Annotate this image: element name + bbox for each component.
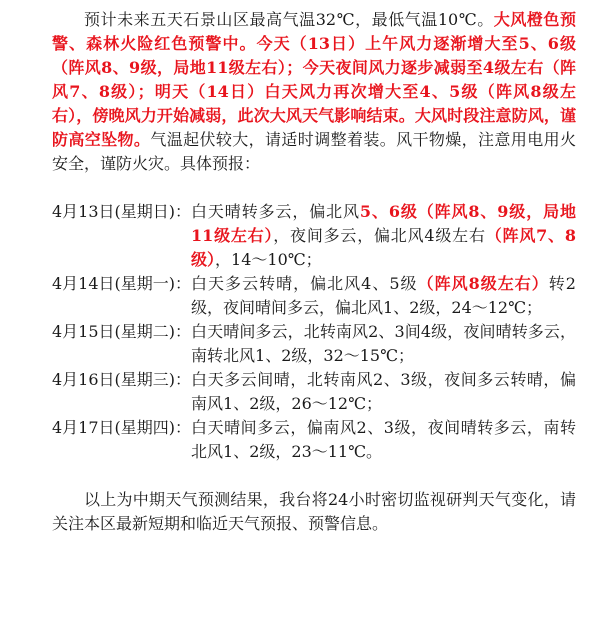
intro-temperature-text: 预计未来五天石景山区最高气温32℃，最低气温10℃。 <box>84 10 494 29</box>
forecast-day-2-wind-red: （阵风8级左右） <box>417 274 549 293</box>
forecast-day-1-desc <box>191 200 576 272</box>
weather-forecast-document <box>52 8 576 536</box>
forecast-day-1-date: 4月13日(星期日)： <box>52 202 192 221</box>
forecast-day-2-date: 4月14日(星期一)： <box>52 274 192 293</box>
forecast-day-1-wind-red-a: 5、6级（阵风8、9级，局地11级左右） <box>191 202 576 245</box>
forecast-day-1-text-a: 白天晴转多云，偏北风 <box>191 202 360 221</box>
wind-warning-text: 大风橙色预警、森林火险红色预警中。今天（13日）上午风力逐渐增大至5、6级（阵风8、9级，局地11级左右）；今天夜间风力逐步减弱至4级左右（阵风7、8级）；明天（14日）白天风力再次增大至4、5级（阵风8级左右），傍晚风力开始减弱，此次大风天气影响结束。大风时段注意防风，谨防高空坠物。 <box>52 10 576 149</box>
forecast-day-2-desc <box>191 272 576 320</box>
closing-paragraph: 以上为中期天气预测结果，我台将24小时密切监视研判天气变化，请关注本区最新短期和临近天气预报、预警信息。 <box>52 490 576 533</box>
forecast-day-4-desc: 白天多云间晴，北转南风2、3级，夜间多云转晴，偏南风1、2级，26～12℃； <box>191 370 576 413</box>
forecast-day-5-desc: 白天晴间多云，偏南风2、3级，夜间晴转多云，南转北风1、2级，23～11℃。 <box>191 418 576 461</box>
forecast-day-2-text-b: 转2级，夜间晴间多云，偏北风1、2级，24～12℃； <box>191 274 576 317</box>
forecast-day-2-text-a: 白天多云转晴，偏北风4、5级 <box>191 274 418 293</box>
forecast-day-3-desc: 白天晴间多云，北转南风2、3间4级，夜间晴转多云，南转北风1、2级，32～15℃； <box>191 322 576 365</box>
forecast-day-3-date: 4月15日(星期二)： <box>52 322 192 341</box>
forecast-day-4-date: 4月16日(星期三)： <box>52 370 192 389</box>
forecast-day-1-text-b: ，夜间多云，偏北风4级左右 <box>273 226 486 245</box>
forecast-day-2 <box>52 272 576 320</box>
forecast-day-1-text-c: ，14～10℃； <box>215 250 322 269</box>
forecast-day-1-wind-red-b: （阵风7、8级） <box>191 226 576 269</box>
forecast-day-5-date: 4月17日(星期四)： <box>52 418 192 437</box>
forecast-day-5 <box>52 416 576 464</box>
intro-paragraph <box>52 8 576 176</box>
forecast-day-1 <box>52 200 576 272</box>
forecast-day-3 <box>52 320 576 368</box>
daily-forecast-list <box>52 200 576 464</box>
forecast-day-4 <box>52 368 576 416</box>
intro-advice-text: 气温起伏较大，请适时调整着装。风干物燥，注意用电用火安全，谨防火灾。具体预报： <box>52 130 576 173</box>
